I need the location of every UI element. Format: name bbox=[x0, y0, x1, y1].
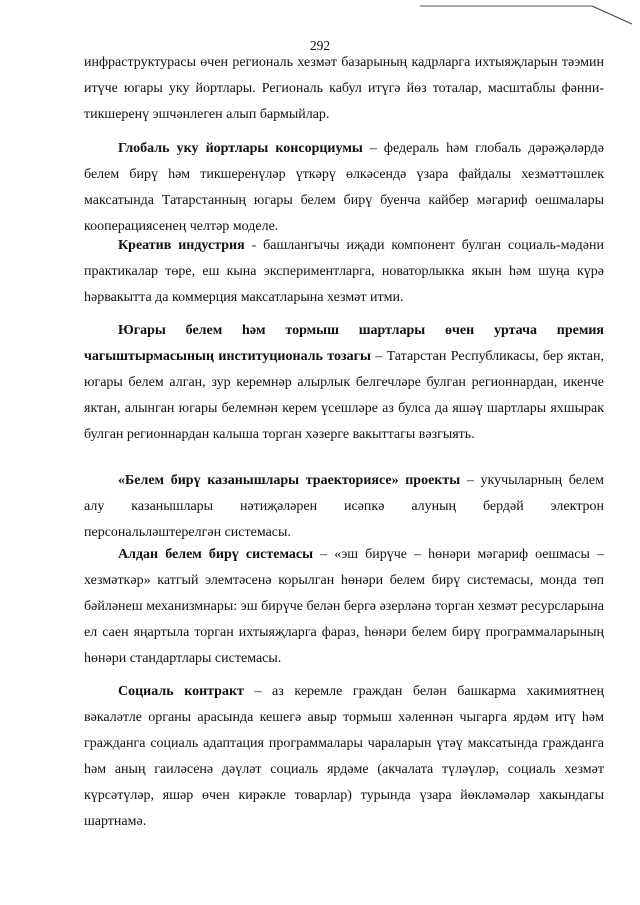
glossary-term: «Белем бирү казанышлары траекториясе» проекты bbox=[118, 473, 461, 488]
glossary-definition: – укучыларның белем алу казанышлары нәтиҗәләрен исәпкә алуның бердәй электрон персональләштерелгән системасы. bbox=[84, 473, 604, 540]
glossary-term: Алдан белем бирү системасы bbox=[118, 547, 314, 562]
paragraph-continuation bbox=[84, 50, 604, 128]
glossary-definition: – федераль һәм глобаль дәрәҗәләрдә белем бирү һәм тикшеренүләр үткәрү өлкәсендә үзара файдалы хезмәттәшлек максатында Татарстанның югары белем бирү буенча кайбер мәгариф оешмалары кооперациясенең челтәр моделе. bbox=[84, 141, 604, 234]
glossary-definition: – Татарстан Республикасы, бер яктан, югары белем алган, зур керемнәр алырлык белгечләре булган регионнардан, икенче яктан, алынган югары белемнән керем үсешләре аз булса да яшәү шартлары яхшырак булган регионнардан калыша торган хәзерге вакыттагы вәзгыять. bbox=[84, 349, 604, 442]
glossary-entry-creative-industry bbox=[84, 233, 604, 311]
glossary-term: Глобаль уку йортлары консорциумы bbox=[118, 141, 363, 156]
glossary-term: Социаль контракт bbox=[118, 684, 244, 699]
glossary-entry-institutional-trap bbox=[84, 318, 604, 448]
glossary-definition: – аз керемле граждан белән башкарма хакимиятнең вәкаләтле органы арасында кешегә авыр тормыш хәленнән чыгарга ярдәм итү һәм гражданга социаль адаптация программалары чараларын үтәү максатында гражданга һәм аның гаиләсенә дәүләт социаль ярдәме (акчалата түләүләр, социаль хезмәт күрсәтүләр, яшәр өчен кирәкле товарлар) турында үзара йөкләмәләр хакындагы шартнамә. bbox=[84, 684, 604, 829]
glossary-entry-social-contract bbox=[84, 679, 604, 835]
glossary-entry-achievements-project bbox=[84, 468, 604, 546]
glossary-term: Югары белем һәм тормыш шартлары өчен уртача премия чагыштырмасының институциональ тозагы bbox=[84, 323, 604, 364]
scan-corner-fold-mark bbox=[0, 0, 640, 40]
glossary-entry-global-consortium bbox=[84, 136, 604, 240]
glossary-entry-advance-education bbox=[84, 542, 604, 672]
glossary-definition: – «эш бирүче – һөнәри мәгариф оешмасы – хезмәткәр» катгый элемтәсенә корылган һөнәри белем бирү системасы, монда төп бәйләнеш механизмнары: эш бирүче белән бергә әзерләнә торган хезмәт ресурсларына ел саен яңартыла торган ихтыяҗларга фараз, һөнәри белем бирү программаларының һөнәри стандартлары системасы. bbox=[84, 547, 604, 666]
page-number: 292 bbox=[309, 38, 331, 53]
glossary-term: Креатив индустрия bbox=[118, 238, 245, 253]
glossary-definition: - башлангычы иҗади компонент булган социаль-мәдәни практикалар төре, еш кына экспериментларга, новаторлыкка якын һәм шуңа күрә һәрвакытта да коммерция максатларына хезмәт итми. bbox=[84, 238, 604, 305]
paragraph-text: инфраструктурасы өчен региональ хезмәт базарының кадрларга ихтыяҗларын тәэмин итүче югары уку йортлары. Региональ кабул итүгә йөз тоталар, масштаблы фәнни-тикшеренү эшчәнлеген алып бармыйлар. bbox=[84, 55, 604, 122]
